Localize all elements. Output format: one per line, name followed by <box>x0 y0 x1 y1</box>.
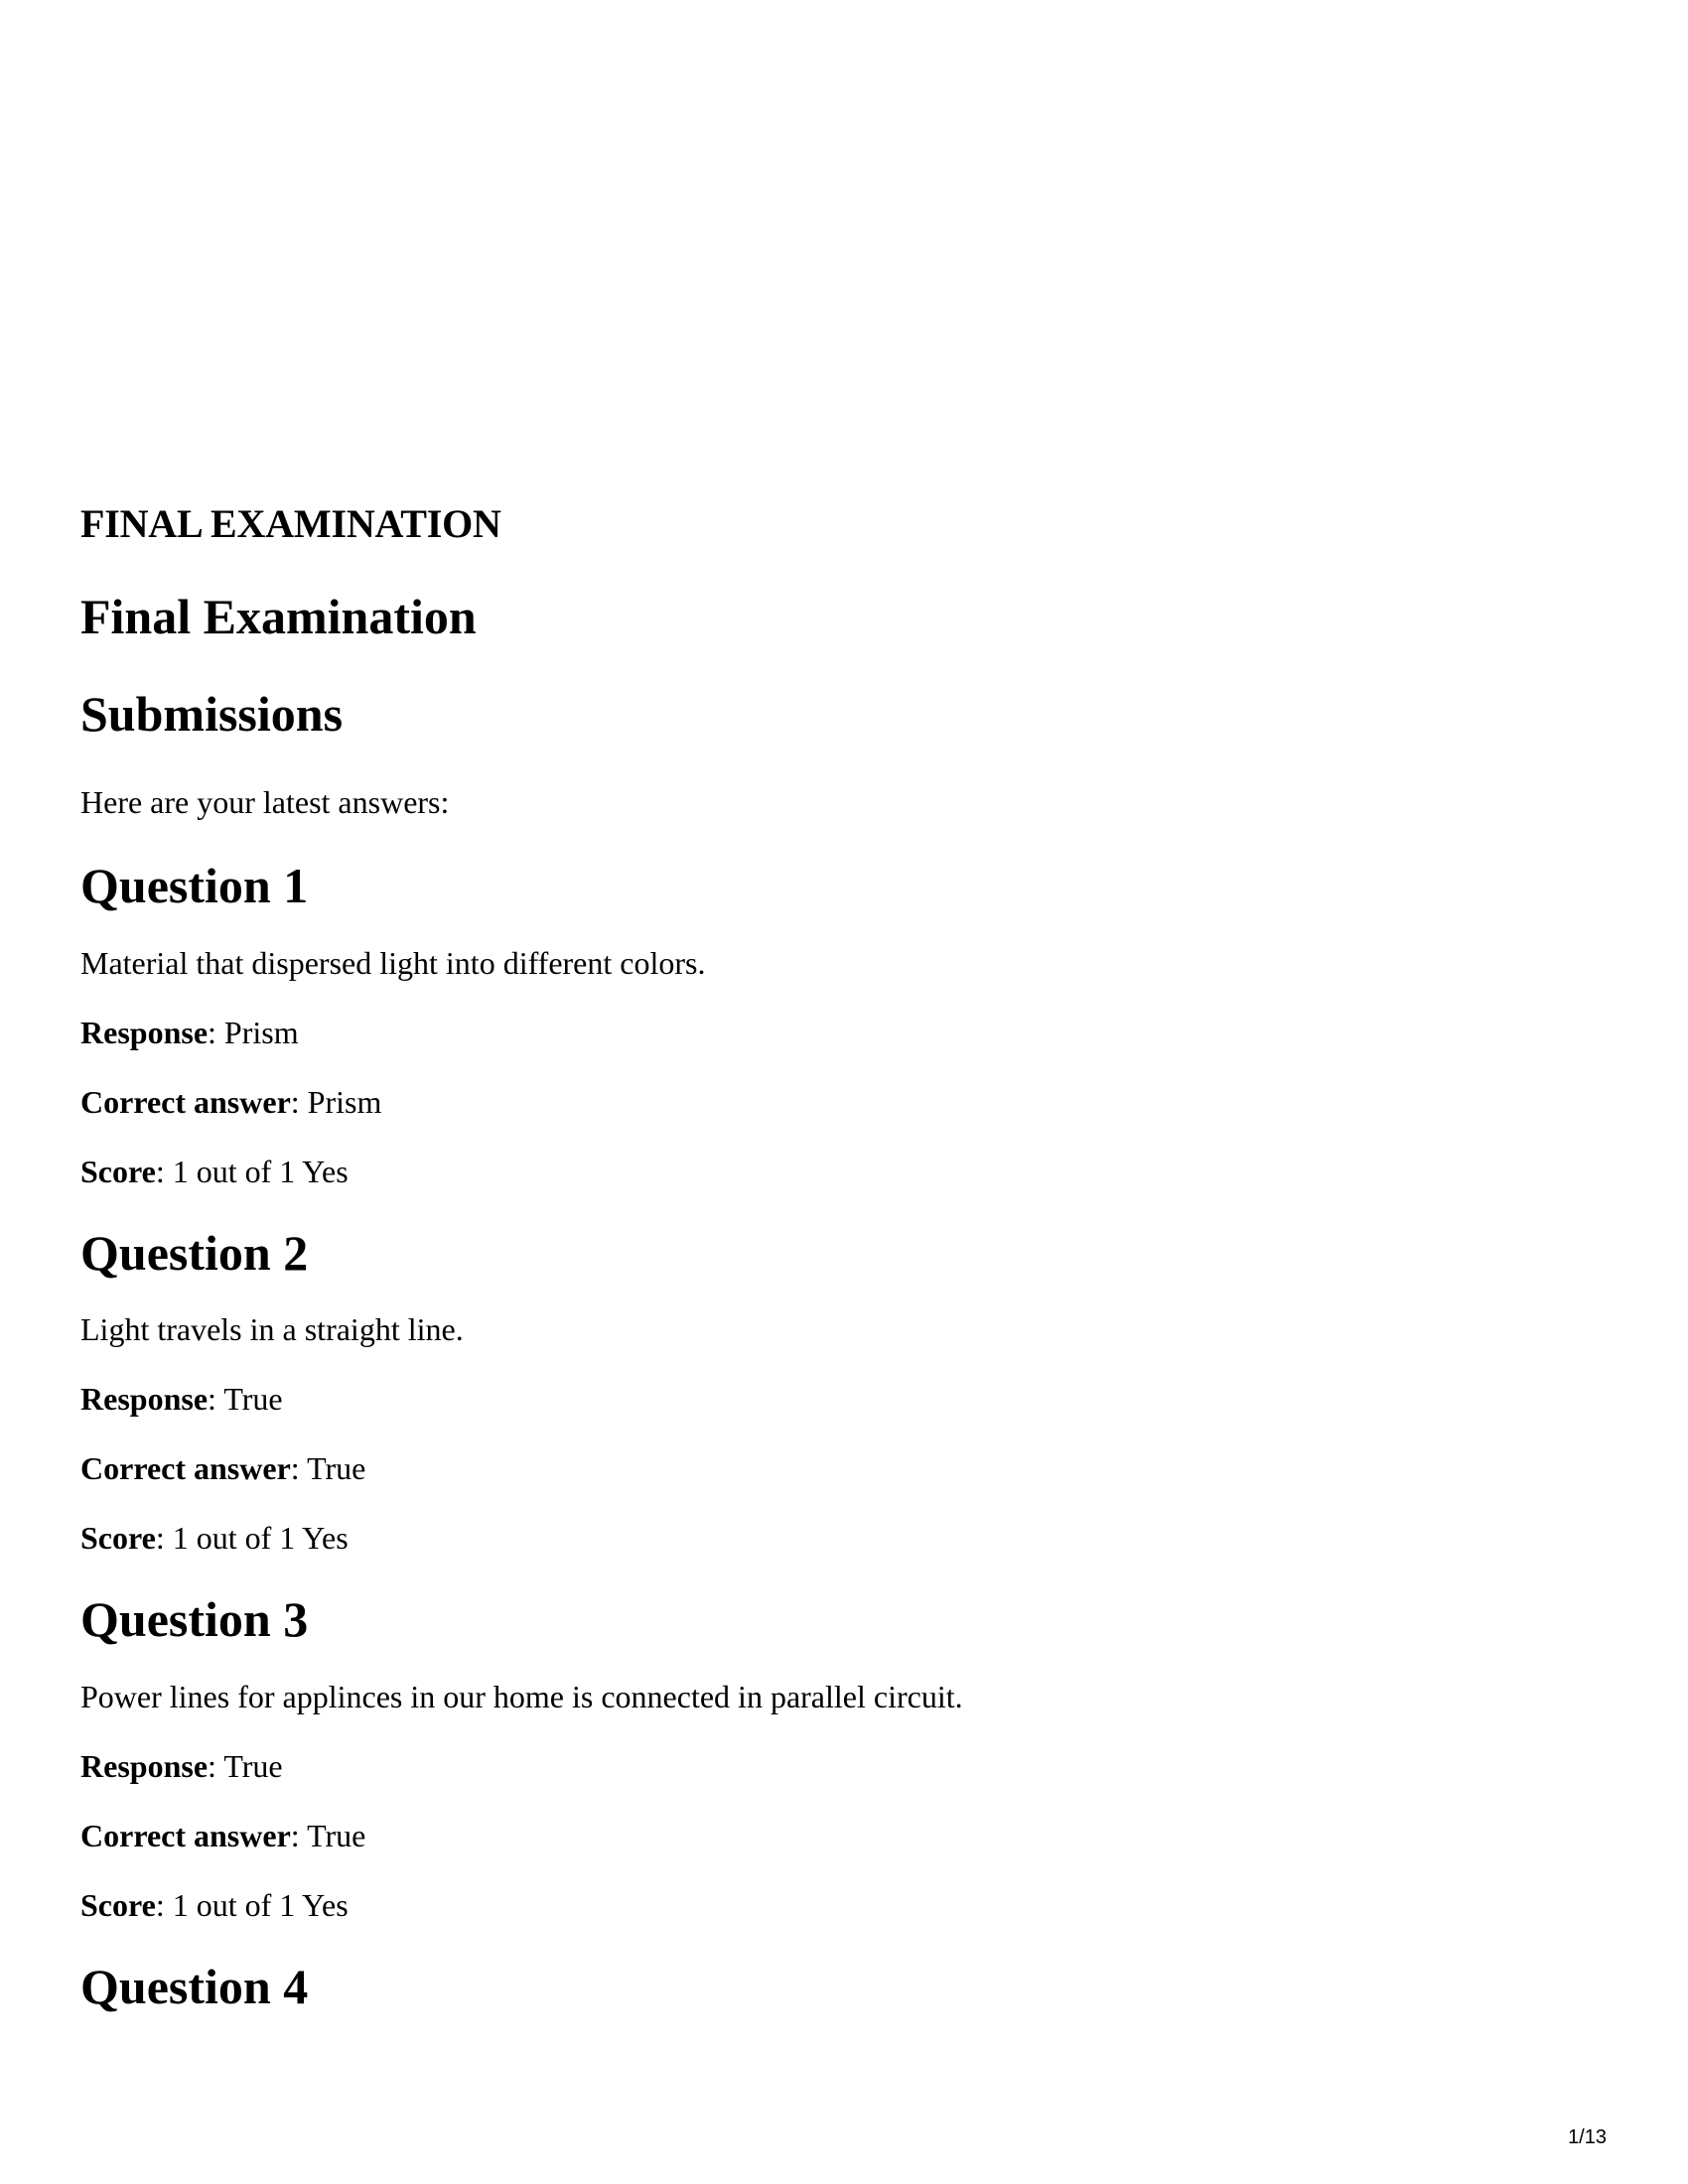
score-value: : 1 out of 1 Yes <box>155 1153 349 1189</box>
question-4 <box>80 1959 1610 2016</box>
question-3 <box>80 1591 1610 1925</box>
question-text: Material that dispersed light into different colors. <box>80 944 706 981</box>
correct-answer-value: : True <box>290 1450 366 1486</box>
page-title: Final Examination <box>80 589 477 644</box>
score-label: Score <box>80 1520 156 1556</box>
correct-answer-line <box>80 1448 1610 1488</box>
score-line <box>80 1885 1610 1925</box>
section-title: Submissions <box>80 685 344 742</box>
score-label: Score <box>80 1886 156 1923</box>
question-heading: Question 2 <box>80 1224 309 1281</box>
document-content <box>80 501 1610 2043</box>
correct-answer-line <box>80 1816 1610 1855</box>
response-value: : True <box>208 1747 283 1784</box>
response-line <box>80 1013 1610 1052</box>
score-value: : 1 out of 1 Yes <box>155 1520 349 1556</box>
response-label: Response <box>80 1747 209 1784</box>
correct-answer-label: Correct answer <box>80 1450 291 1486</box>
correct-answer-label: Correct answer <box>80 1817 291 1853</box>
question-heading: Question 3 <box>80 1591 309 1647</box>
response-label: Response <box>80 1014 209 1050</box>
question-text: Power lines for applinces in our home is connected in parallel circuit. <box>80 1678 963 1714</box>
score-label: Score <box>80 1153 156 1189</box>
score-value: : 1 out of 1 Yes <box>155 1886 349 1923</box>
correct-answer-line <box>80 1082 1610 1122</box>
score-line <box>80 1518 1610 1558</box>
question-heading: Question 1 <box>80 858 309 913</box>
response-line <box>80 1379 1610 1419</box>
correct-answer-value: : True <box>290 1817 366 1853</box>
correct-answer-value: : Prism <box>290 1083 382 1120</box>
correct-answer-label: Correct answer <box>80 1083 291 1120</box>
question-text: Light travels in a straight line. <box>80 1311 464 1347</box>
response-value: : Prism <box>208 1014 299 1050</box>
response-line <box>80 1746 1610 1786</box>
course-heading: FINAL EXAMINATION <box>80 501 501 546</box>
response-value: : True <box>208 1381 283 1417</box>
page-number: 1/13 <box>1568 2126 1607 2148</box>
question-1 <box>80 858 1610 1191</box>
intro-text: Here are your latest answers: <box>80 784 450 820</box>
response-label: Response <box>80 1381 209 1417</box>
question-2 <box>80 1225 1610 1559</box>
score-line <box>80 1152 1610 1191</box>
question-heading: Question 4 <box>80 1958 309 2014</box>
